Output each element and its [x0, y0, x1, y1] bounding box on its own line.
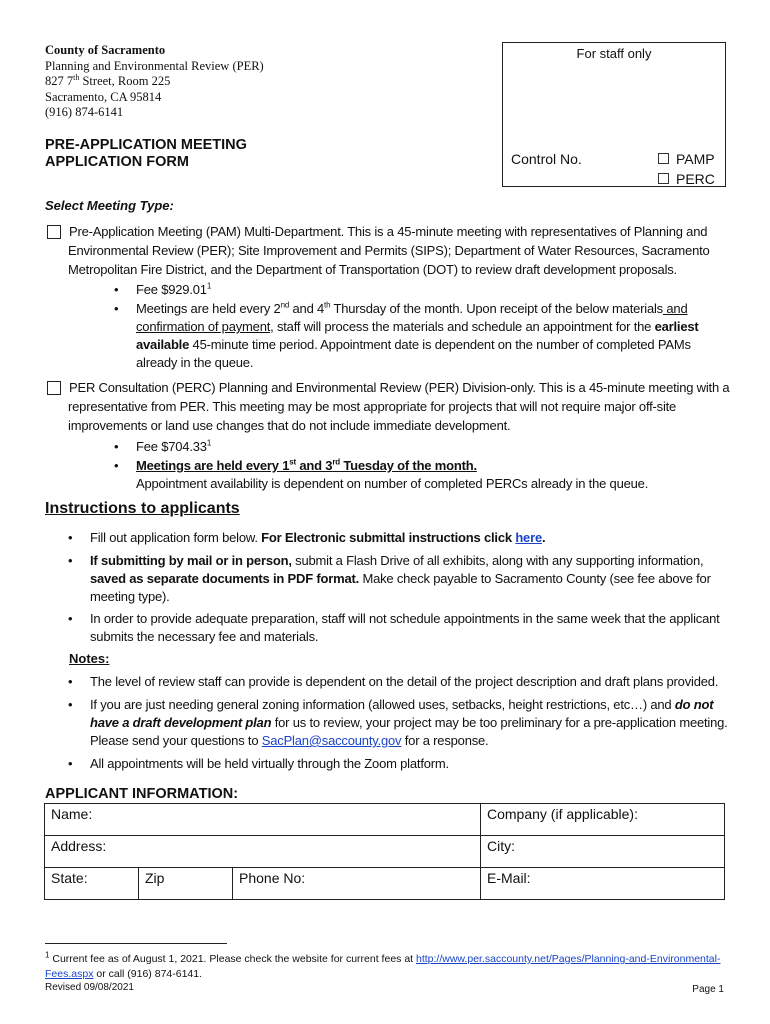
perc-schedule-sup1: st — [289, 457, 296, 467]
applicant-info-table — [44, 803, 725, 900]
perc-option — [658, 171, 715, 187]
street-name: Street, Room 225 — [79, 74, 171, 88]
county-phone: (916) 874-6141 — [45, 105, 124, 119]
instruction-2-bold2: saved as separate documents in PDF format. — [90, 571, 360, 586]
email-field[interactable] — [481, 868, 725, 900]
perc-checkbox[interactable] — [47, 381, 61, 395]
pam-description: Pre-Application Meeting (PAM) Multi-Department. This is a 45-minute meeting with representatives of Planning and Environmental Review (PER); Site Improvement and Permits (SIPS); Department of Water Resources, Sacramento Metropolitan Fire District, and the Department of Transportation (DOT) to review draft development proposals. — [68, 224, 710, 277]
pam-fee — [136, 281, 211, 299]
note-2-text-c: for a response. — [401, 733, 489, 748]
street-number: 827 7 — [45, 74, 74, 88]
pam-schedule-payment: and confirmation of payment — [136, 301, 688, 334]
instructions-heading: Instructions to applicants — [45, 500, 240, 517]
phone-label: Phone No: — [239, 870, 306, 886]
county-address-block — [45, 43, 264, 121]
pamp-checkbox-icon — [658, 153, 669, 164]
department-name: Planning and Environmental Review (PER) — [45, 58, 264, 73]
pam-checkbox[interactable] — [47, 225, 61, 239]
notes-label: Notes: — [69, 651, 110, 666]
note-item-2 — [90, 696, 730, 750]
zip-field[interactable] — [139, 868, 233, 900]
instruction-item-1 — [90, 529, 730, 547]
note-2-text-a: If you are just needing general zoning information (allowed uses, setbacks, height restrictions, etc…) and — [90, 697, 675, 712]
perc-description: PER Consultation (PERC) Planning and Environmental Review (PER) Division-only. This is a 45-minute meeting with a representative from PER. This meeting may be most appropriate for projects that will not require major off-site improvements or land use changes that do not include immediate development. — [68, 380, 730, 433]
form-title — [45, 137, 247, 171]
electronic-submittal-link[interactable]: here — [515, 530, 542, 545]
city-state-zip: Sacramento, CA 95814 — [45, 89, 162, 104]
note-item-3: • All appointments will be held virtually through the Zoom platform. — [90, 755, 730, 773]
pam-schedule-text-e: , staff will process the materials and schedule an appointment for the — [270, 319, 655, 334]
fees-website-link[interactable]: http://www.per.saccounty.net/Pages/Planning-and-Environmental-Fees.aspx — [45, 953, 721, 980]
instruction-1-bold: For Electronic submittal instructions click — [261, 530, 516, 545]
perc-schedule-days — [136, 458, 477, 473]
pam-schedule-sup1: nd — [280, 300, 290, 310]
applicant-information-heading: APPLICANT INFORMATION: — [45, 786, 239, 802]
note-2-text-b: for us to review, your project may be too preliminary for a pre-application meeting. Please send your questions to — [90, 715, 728, 748]
pam-schedule-earliest: earliest available — [136, 319, 699, 352]
company-field[interactable] — [481, 804, 725, 836]
perc-availability: Appointment availability is dependent on number of completed PERCs already in the queue. — [136, 476, 649, 491]
pamp-label: PAMP — [676, 151, 715, 167]
pamp-option — [658, 151, 715, 167]
city-field[interactable] — [481, 836, 725, 868]
page-number: Page 1 — [692, 984, 724, 995]
phone-field[interactable] — [233, 868, 481, 900]
address-field[interactable] — [45, 836, 481, 868]
revised-date: Revised 09/08/2021 — [45, 982, 134, 993]
name-label: Name: — [51, 806, 93, 822]
perc-schedule — [136, 457, 726, 493]
perc-fee — [136, 438, 211, 456]
company-label: Company (if applicable): — [487, 806, 638, 822]
footnote-number: 1 — [45, 950, 50, 960]
footnote-text: Current fee as of August 1, 2021. Please check the website for current fees at — [49, 953, 416, 965]
county-name: County of Sacramento — [45, 43, 166, 57]
perc-label: PERC — [676, 171, 715, 187]
email-label: E-Mail: — [487, 870, 531, 886]
sacplan-email-link[interactable]: SacPlan@saccounty.gov — [261, 733, 402, 748]
pam-fee-text: Fee $929.01 — [136, 282, 207, 297]
footnote-text-2: or call (916) 874-6141. — [93, 968, 203, 980]
instruction-2-text-a: submit a Flash Drive of all exhibits, along with any supporting information, — [291, 553, 704, 568]
footnote — [45, 952, 725, 982]
street-suffix: th — [73, 72, 80, 82]
control-no-label: Control No. — [511, 151, 582, 167]
perc-fee-footnote-ref: 1 — [206, 438, 212, 448]
perc-schedule-text-b: and 3 — [295, 458, 333, 473]
perc-schedule-text-c: Tuesday of the month. — [339, 458, 477, 473]
instruction-1-end: . — [541, 530, 546, 545]
state-field[interactable] — [45, 868, 139, 900]
perc-fee-text: Fee $704.33 — [136, 439, 207, 454]
pam-schedule-text-b: and 4 — [289, 301, 325, 316]
form-title-line2: APPLICATION FORM — [45, 154, 189, 170]
note-2-bold: do not have a draft development plan — [90, 697, 714, 730]
zip-label: Zip — [145, 870, 165, 886]
perc-schedule-text-a: Meetings are held every 1 — [136, 458, 290, 473]
city-label: City: — [487, 838, 515, 854]
staff-only-label: For staff only — [576, 46, 652, 61]
instruction-2-text-b: Make check payable to Sacramento County (see fee above for meeting type). — [90, 571, 711, 604]
pam-schedule-text-c: Thursday of the month. Upon receipt of the below materials — [330, 301, 663, 316]
pam-schedule-sup2: th — [324, 300, 331, 310]
perc-checkbox-icon — [658, 173, 669, 184]
form-title-line1: PRE-APPLICATION MEETING — [45, 137, 247, 153]
street-address — [45, 74, 264, 90]
perc-schedule-sup2: rd — [332, 457, 340, 467]
state-label: State: — [51, 870, 88, 886]
pam-fee-footnote-ref: 1 — [206, 281, 212, 291]
name-field[interactable] — [45, 804, 481, 836]
instruction-1-text: Fill out application form below. — [90, 530, 262, 545]
address-label: Address: — [51, 838, 107, 854]
instruction-2-bold1: If submitting by mail or in person, — [90, 553, 292, 568]
pam-schedule-text-a: Meetings are held every 2 — [136, 301, 281, 316]
pam-schedule — [136, 300, 716, 372]
footnote-divider — [45, 943, 227, 944]
instruction-item-3: • In order to provide adequate preparation, staff will not schedule appointments in the same week that the applicant submits the necessary fee and materials. — [90, 610, 720, 646]
pam-schedule-text-f: 45-minute time period. Appointment date is dependent on the number of completed PAMs already in the queue. — [136, 337, 691, 370]
select-meeting-type-heading: Select Meeting Type: — [45, 198, 174, 213]
note-item-1: • The level of review staff can provide is dependent on the detail of the project description and draft plans provided. — [90, 673, 730, 691]
instruction-item-2 — [90, 552, 720, 606]
staff-only-box — [502, 42, 726, 187]
